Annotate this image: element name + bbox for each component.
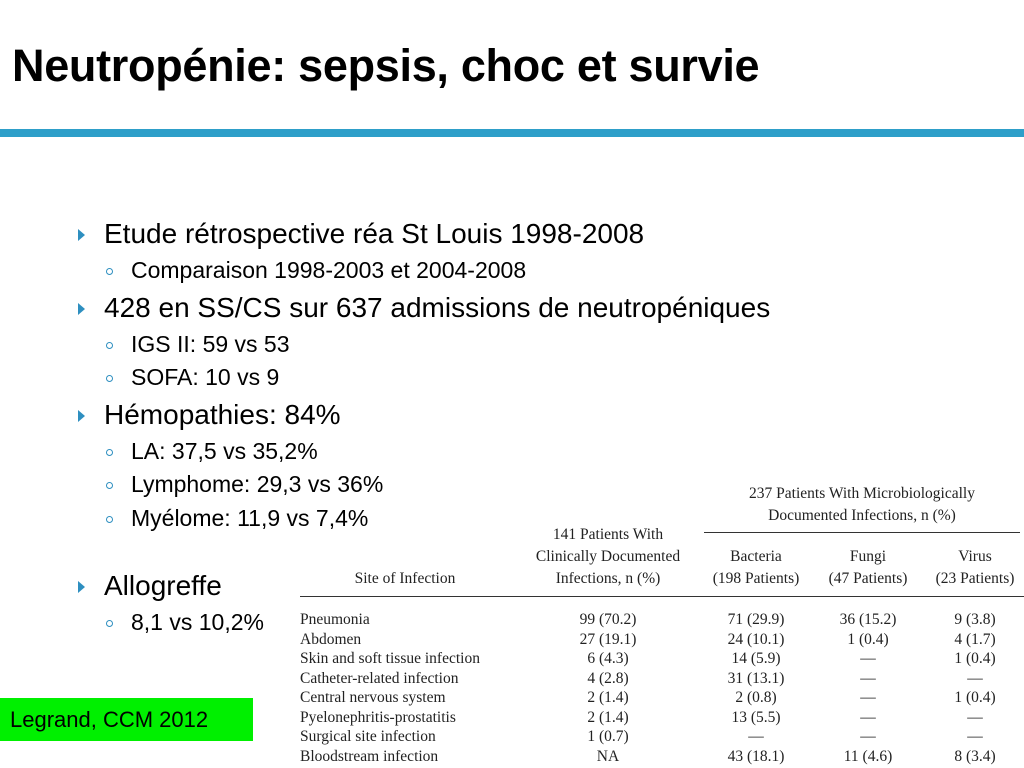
virus-header [926, 546, 1024, 590]
group-header-line: 237 Patients With Microbiologically [749, 485, 975, 502]
triangle-bullet-icon [78, 229, 85, 241]
clinical-cell: 2 (1.4) [587, 689, 629, 706]
table-row [296, 669, 1024, 689]
citation-box: Legrand, CCM 2012 [0, 698, 253, 741]
clinical-cell: 4 (2.8) [587, 669, 629, 687]
fungi-cell: — [860, 708, 876, 726]
sub-bullet-item [76, 254, 770, 288]
virus-cell: 1 (0.4) [954, 689, 996, 706]
header-line: Infections, n (%) [555, 570, 661, 587]
site-cell: Abdomen [300, 630, 362, 648]
sub-bullet-text: Comparaison 1998-2003 et 2004-2008 [131, 257, 527, 283]
site-cell: Bloodstream infection [300, 747, 439, 765]
fungi-header [814, 546, 922, 590]
title-divider [0, 129, 1024, 137]
triangle-bullet-icon [78, 581, 85, 593]
clinical-cell: 1 (0.7) [587, 728, 629, 745]
virus-cell: — [967, 669, 983, 687]
group-header-line: Documented Infections, n (%) [768, 507, 956, 524]
header-line: (47 Patients) [828, 570, 908, 587]
fungi-cell: — [860, 728, 876, 745]
virus-cell: 9 (3.8) [954, 611, 996, 628]
fungi-cell: — [860, 689, 876, 706]
clinical-header [518, 524, 698, 590]
table-row [296, 688, 1024, 708]
table-row [296, 630, 1024, 650]
circle-bullet-icon [106, 516, 113, 523]
bacteria-cell: 14 (5.9) [731, 650, 781, 667]
fungi-cell: 1 (0.4) [847, 630, 889, 648]
bacteria-cell: 2 (0.8) [735, 689, 777, 706]
bullet-item [76, 214, 770, 254]
virus-cell: 4 (1.7) [954, 630, 996, 648]
fungi-cell: — [860, 669, 876, 687]
header-line: (198 Patients) [712, 570, 800, 587]
fungi-cell: — [860, 650, 876, 667]
table-row [296, 747, 1024, 767]
bacteria-cell: 71 (29.9) [727, 611, 785, 628]
site-cell: Catheter-related infection [300, 669, 459, 687]
sub-bullet-text: IGS II: 59 vs 53 [131, 330, 290, 357]
circle-bullet-icon [106, 342, 113, 349]
sub-bullet-text: Myélome: 11,9 vs 7,4% [131, 504, 369, 531]
bullet-text: Hémopathies: 84% [104, 398, 341, 430]
header-bottom-rule [300, 596, 1024, 597]
header-line: Clinically Documented [535, 548, 681, 565]
circle-bullet-icon [106, 620, 113, 627]
site-cell: Central nervous system [300, 689, 446, 706]
circle-bullet-icon [106, 268, 113, 275]
sub-bullet-text: 8,1 vs 10,2% [131, 609, 264, 635]
bullet-text: 428 en SS/CS sur 637 admissions de neutropéniques [104, 291, 771, 323]
sub-bullet-item [76, 361, 770, 395]
fungi-cell: 11 (4.6) [843, 747, 893, 765]
infection-site-table [296, 480, 1024, 768]
table-row [296, 610, 1024, 630]
site-cell: Skin and soft tissue infection [300, 650, 480, 667]
clinical-cell: 2 (1.4) [587, 708, 629, 726]
virus-cell: — [967, 728, 983, 745]
bullet-text: Etude rétrospective réa St Louis 1998-2008 [104, 218, 645, 249]
sub-bullet-text: Lymphome: 29,3 vs 36% [131, 471, 384, 497]
slide-title: Neutropénie: sepsis, choc et survie [12, 40, 760, 91]
bullet-text: Allogreffe [104, 570, 222, 601]
table-row [296, 708, 1024, 728]
bacteria-cell: 24 (10.1) [727, 630, 785, 648]
clinical-cell: 6 (4.3) [587, 650, 629, 667]
virus-cell: 8 (3.4) [954, 747, 996, 765]
header-line: Bacteria [730, 548, 782, 565]
site-header: Site of Infection [354, 570, 456, 587]
bacteria-cell: — [748, 728, 764, 745]
site-cell: Pneumonia [300, 611, 370, 628]
bacteria-cell: 13 (5.5) [731, 708, 781, 726]
clinical-cell: NA [596, 747, 620, 765]
clinical-cell: 27 (19.1) [579, 630, 637, 648]
site-cell: Surgical site infection [300, 728, 436, 745]
clinical-cell: 99 (70.2) [579, 611, 637, 628]
bacteria-header [700, 546, 812, 590]
header-line: (23 Patients) [935, 570, 1015, 587]
header-line: Fungi [849, 548, 887, 565]
triangle-bullet-icon [78, 303, 85, 315]
virus-cell: — [967, 708, 983, 726]
group-header-rule [704, 532, 1020, 533]
site-cell: Pyelonephritis-prostatitis [300, 708, 456, 726]
circle-bullet-icon [106, 449, 113, 456]
sub-bullet-item [76, 435, 770, 469]
virus-cell: 1 (0.4) [954, 650, 996, 667]
circle-bullet-icon [106, 482, 113, 489]
group-header [700, 483, 1024, 527]
header-line: Virus [958, 548, 992, 565]
header-line: 141 Patients With [552, 526, 664, 543]
bacteria-cell: 43 (18.1) [727, 747, 785, 765]
fungi-cell: 36 (15.2) [839, 611, 897, 628]
table-row [296, 649, 1024, 669]
triangle-bullet-icon [78, 410, 85, 422]
sub-bullet-item [76, 328, 770, 362]
circle-bullet-icon [106, 375, 113, 382]
sub-bullet-text: SOFA: 10 vs 9 [131, 364, 280, 390]
bacteria-cell: 31 (13.1) [727, 669, 785, 687]
table-row [296, 727, 1024, 747]
bullet-item [76, 395, 770, 435]
sub-bullet-text: LA: 37,5 vs 35,2% [131, 437, 318, 464]
bullet-item [76, 288, 770, 328]
